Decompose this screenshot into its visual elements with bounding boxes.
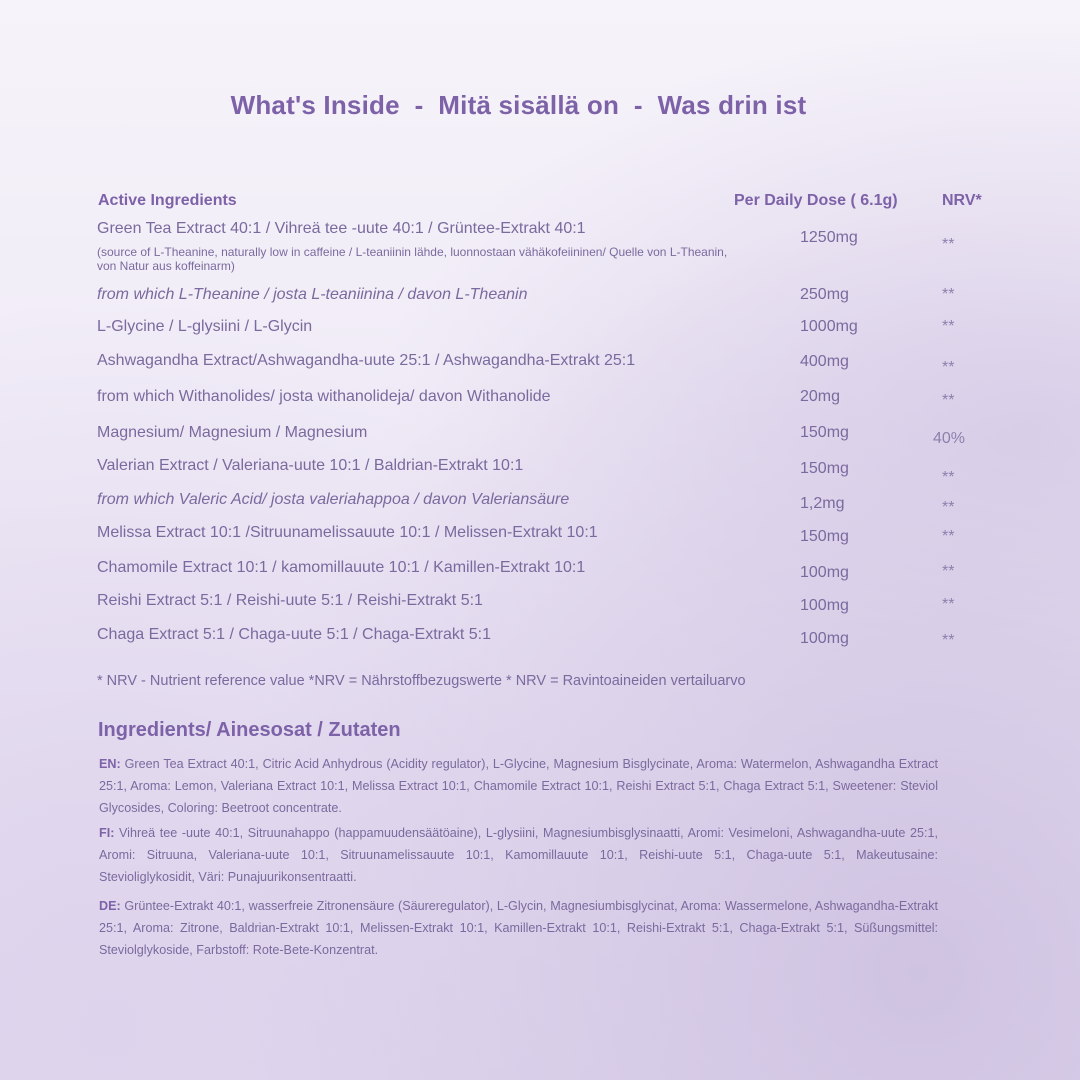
- ingredient-nrv: 40%: [933, 430, 966, 447]
- ingredient-dose: 100mg: [800, 597, 849, 614]
- table-row: [0, 559, 1080, 589]
- ingredient-nrv: **: [942, 528, 955, 545]
- source-note: (source of L-Theanine, naturally low in caffeine / L-teaniinin lähde, luonnostaan vähäkofeiininen/ Quelle von L-Theanin, von Natur aus koffeinarm): [97, 245, 728, 273]
- table-row: [0, 318, 1080, 348]
- ingredients-de: [99, 895, 938, 961]
- ingredients-en-text: Green Tea Extract 40:1, Citric Acid Anhydrous (Acidity regulator), L-Glycine, Magnesium Bisglycinate, Aroma: Watermelon, Ashwagandha Extract 25:1, Aroma: Lemon, Valeriana Extract 10:1, Melissa Extract 10:1, Chamomile Extract 10:1, Reishi Extract 5:1, Chaga Extract 5:1, Sweetener: Steviol Glycosides, Coloring: Beetroot concentrate.: [99, 757, 938, 815]
- table-row: [0, 626, 1080, 656]
- ingredient-nrv: **: [942, 392, 955, 409]
- ingredient-name: Chaga Extract 5:1 / Chaga-uute 5:1 / Chaga-Extrakt 5:1: [97, 626, 491, 643]
- ingredients-en: [99, 753, 938, 819]
- ingredient-name: from which L-Theanine / josta L-teaniinina / davon L-Theanin: [97, 286, 528, 303]
- daily-dose-header: Per Daily Dose ( 6.1g): [734, 192, 898, 209]
- ingredient-dose: 100mg: [800, 564, 849, 581]
- ingredient-nrv: **: [942, 286, 955, 303]
- nrv-footnote: * NRV - Nutrient reference value *NRV = Nährstoffbezugswerte * NRV = Ravintoaineiden vertailuarvo: [97, 673, 746, 689]
- ingredient-name: Reishi Extract 5:1 / Reishi-uute 5:1 / Reishi-Extrakt 5:1: [97, 592, 483, 609]
- table-row: [0, 388, 1080, 418]
- ingredient-dose: 1,2mg: [800, 495, 845, 512]
- ingredient-dose: 100mg: [800, 630, 849, 647]
- ingredient-nrv: **: [942, 596, 955, 613]
- ingredient-nrv: **: [942, 359, 955, 376]
- ingredient-name: from which Withanolides/ josta withanolideja/ davon Withanolide: [97, 388, 551, 405]
- ingredient-dose: 150mg: [800, 424, 849, 441]
- table-row: [0, 524, 1080, 554]
- active-ingredients-header: Active Ingredients: [98, 192, 237, 209]
- lang-label-en: EN:: [99, 757, 121, 771]
- nrv-header: NRV*: [942, 192, 982, 209]
- page-title: What's Inside - Mitä sisällä on - Was drin ist: [230, 90, 807, 120]
- ingredient-name: Ashwagandha Extract/Ashwagandha-uute 25:1 / Ashwagandha-Extrakt 25:1: [97, 352, 636, 369]
- ingredients-title: Ingredients/ Ainesosat / Zutaten: [98, 719, 401, 741]
- ingredients-de-text: Grüntee-Extrakt 40:1, wasserfreie Zitronensäure (Säureregulator), L-Glycin, Magnesiumbisglycinat, Aroma: Wassermelone, Ashwagandha-Extrakt 25:1, Aroma: Zitrone, Baldrian-Extrakt 10:1, Melissen-Extrakt 10:1, Kamillen-Extrakt 10:1, Reishi-Extrakt 5:1, Chaga-Extrakt 5:1, Süßungsmittel: Steviolglykoside, Farbstoff: Rote-Bete-Konzentrat.: [99, 899, 939, 957]
- ingredient-nrv: **: [942, 469, 955, 486]
- ingredient-nrv: **: [942, 632, 955, 649]
- ingredient-dose: 400mg: [800, 353, 849, 370]
- ingredient-nrv: **: [942, 318, 955, 335]
- ingredient-name: Chamomile Extract 10:1 / kamomillauute 10:1 / Kamillen-Extrakt 10:1: [97, 559, 586, 576]
- ingredient-name: Magnesium/ Magnesium / Magnesium: [97, 424, 368, 441]
- ingredient-name: Green Tea Extract 40:1 / Vihreä tee -uute 40:1 / Grüntee-Extrakt 40:1: [97, 220, 586, 237]
- ingredient-name: Valerian Extract / Valeriana-uute 10:1 / Baldrian-Extrakt 10:1: [97, 457, 524, 474]
- lang-label-fi: FI:: [99, 826, 115, 840]
- ingredient-dose: 1250mg: [800, 229, 858, 246]
- ingredient-dose: 1000mg: [800, 318, 858, 335]
- ingredient-name: L-Glycine / L-glysiini / L-Glycin: [97, 318, 313, 335]
- ingredients-fi: [99, 822, 938, 888]
- ingredient-nrv: **: [942, 499, 955, 516]
- table-row: [0, 457, 1080, 487]
- ingredient-nrv: **: [942, 236, 955, 253]
- table-row: [0, 352, 1080, 382]
- lang-label-de: DE:: [99, 899, 121, 913]
- table-row: [0, 491, 1080, 521]
- ingredient-dose: 150mg: [800, 460, 849, 477]
- ingredient-name: from which Valeric Acid/ josta valeriahappoa / davon Valeriansäure: [97, 491, 570, 508]
- ingredient-name: Melissa Extract 10:1 /Sitruunamelissauute 10:1 / Melissen-Extrakt 10:1: [97, 524, 598, 541]
- table-row: [0, 286, 1080, 316]
- ingredient-dose: 250mg: [800, 286, 849, 303]
- ingredient-dose: 150mg: [800, 528, 849, 545]
- table-row: [0, 424, 1080, 454]
- table-row: [0, 592, 1080, 622]
- ingredient-dose: 20mg: [800, 388, 841, 405]
- ingredients-fi-text: Vihreä tee -uute 40:1, Sitruunahappo (happamuudensäätöaine), L-glysiini, Magnesiumbisglysinaatti, Aromi: Vesimeloni, Ashwagandha-uute 25:1, Aromi: Sitruuna, Valeriana-uute 10:1, Sitruunamelissauute 10:1, Kamomillauute 10:1, Reishi-uute 5:1, Chaga-uute 5:1, Makeutusaine: Stevioliglykosidit, Väri: Punajuurikonsentraatti.: [99, 826, 938, 884]
- ingredient-nrv: **: [942, 563, 955, 580]
